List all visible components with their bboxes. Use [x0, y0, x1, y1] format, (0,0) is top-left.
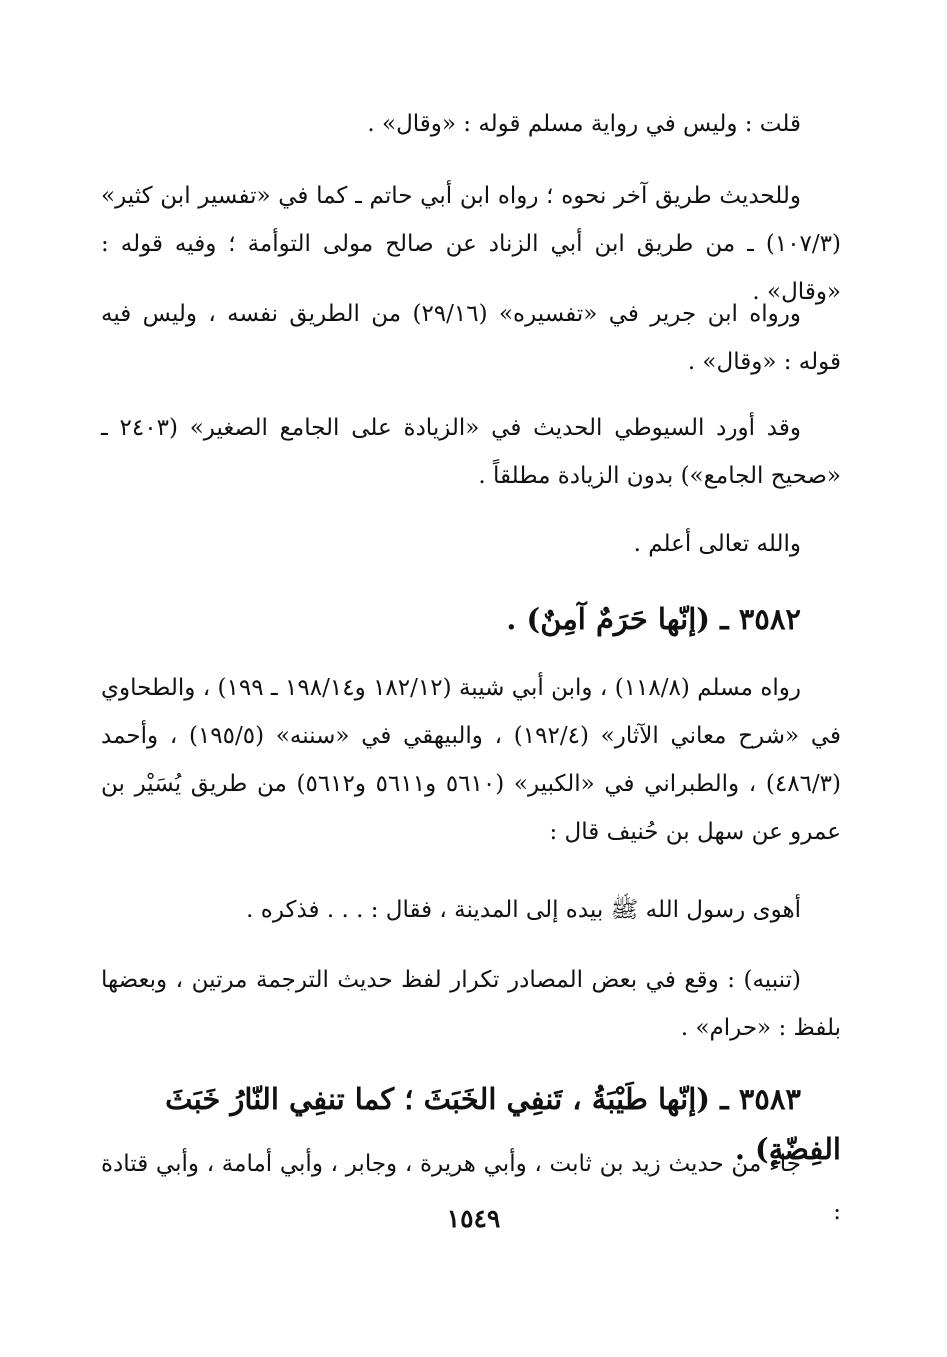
- hadith-heading-3583: ٣٥٨٣ ـ (إنّها طَيْبَةُ ، تَنفِي الخَبَثَ ؛ كما تنفِي النّارُ خَبَثَ الفِضّةِ) .: [165, 1082, 841, 1166]
- paragraph-takhrij-3582: رواه مسلم (١١٨/٨) ، وابن أبي شيبة (١٨٢/١٢ و١٩٨/١٤ ـ ١٩٩) ، والطحاوي في «شرح معاني الآثار» (١٩٢/٤) ، والبيهقي في «سننه» (١٩٥/٥) ، وأحمد (٤٨٦/٣) ، والطبراني في «الكبير» (٥٦١٠ و٥٦١١ و٥٦١٢) من طريق يُسَيْر بن عمرو عن سهل بن حُنيف قال :: [101, 675, 842, 845]
- paragraph-takhrij-3583: جاء من حديث زيد بن ثابت ، وأبي هريرة ، وجابر ، وأبي أمامة ، وأبي قتادة :: [101, 1151, 841, 1225]
- hadith-heading-3582: ٣٥٨٢ ـ (إنّها حَرَمٌ آمِنٌ) .: [506, 602, 801, 636]
- paragraph-closing: والله تعالى أعلم .: [633, 531, 801, 557]
- paragraph-hadith-text: أهوى رسول الله ﷺ بيده إلى المدينة ، فقال : . . . فذكره .: [246, 897, 801, 923]
- paragraph-second-route: وللحديث طريق آخر نحوه ؛ رواه ابن أبي حاتم ـ كما في «تفسير ابن كثير» (١٠٧/٣) ـ من طريق ابن أبي الزناد عن صالح مولى التوأمة ؛ وفيه قوله : «وقال» .: [101, 183, 841, 305]
- paragraph-ibn-jarir: ورواه ابن جرير في «تفسيره» (٢٩/١٦) من الطريق نفسه ، وليس فيه قوله : «وقال» .: [101, 301, 841, 375]
- page-number: ١٥٤٩: [446, 1204, 501, 1233]
- paragraph-tanbih: (تنبيه) : وقع في بعض المصادر تكرار لفظ حديث الترجمة مرتين ، وبعضها بلفظ : «حرام» .: [101, 967, 841, 1041]
- paragraph-suyuti: وقد أورد السيوطي الحديث في «الزيادة على الجامع الصغير» (٢٤٠٣ ـ «صحيح الجامع») بدون الزيادة مطلقاً .: [101, 415, 841, 489]
- paragraph-note-muslim: قلت : وليس في رواية مسلم قوله : «وقال» .: [367, 111, 801, 137]
